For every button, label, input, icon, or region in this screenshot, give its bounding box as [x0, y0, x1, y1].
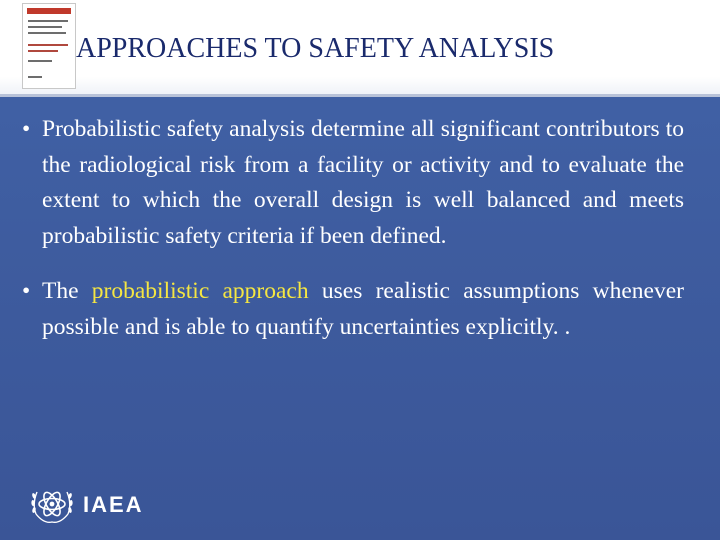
document-thumbnail-icon [22, 3, 76, 89]
iaea-atom-olive-emblem-icon [28, 484, 76, 528]
highlighted-term: probabilistic approach [91, 278, 309, 304]
bullet-2-text-start: The [42, 278, 92, 304]
bullet-1-text: Probabilistic safety analysis determine all significant contributors to the radiological risk from a facility or activity and to evaluate the extent to which the overall design is well balanced and meets probabilistic safety criteria if been defined. [42, 116, 684, 249]
bullet-marker: • [22, 116, 31, 142]
iaea-logo [28, 484, 158, 528]
header-divider [0, 94, 720, 97]
bullet-2-text-end: uses realistic assumptions whenever possible and is able to quantify uncertainties explicitly. . [42, 278, 684, 340]
bullet-list [22, 112, 684, 365]
bullet-item-1 [22, 112, 684, 254]
slide-title: APPROACHES TO SAFETY ANALYSIS [76, 33, 555, 64]
iaea-wordmark: IAEA [83, 492, 144, 517]
bullet-item-2 [22, 274, 684, 345]
bullet-marker: • [22, 278, 31, 304]
